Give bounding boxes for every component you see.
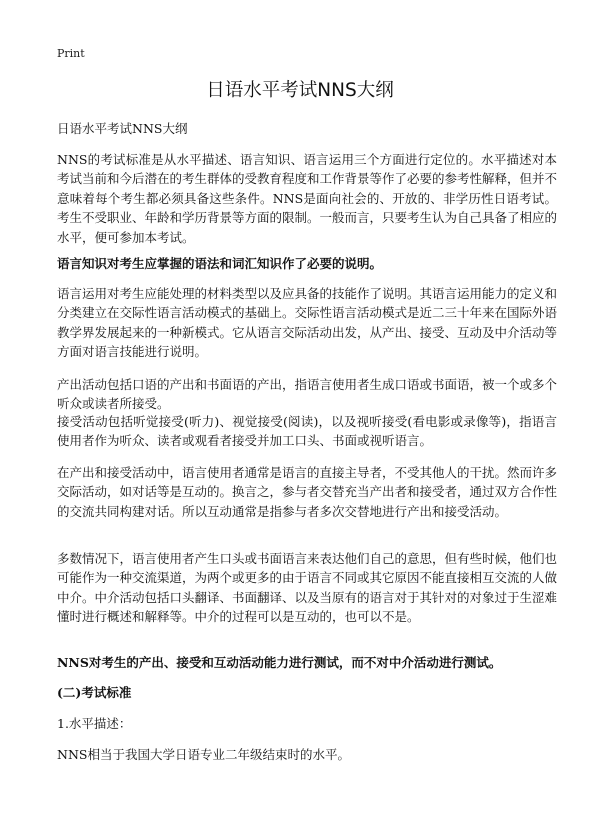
paragraph-intro: NNS的考试标准是从水平描述、语言知识、语言运用三个方面进行定位的。水平描述对本考试当前和今后潜在的考生群体的受教育程度和工作背景等作了必要的参考性解释，但并不意味着每个考生都必须具备这些条件。NNS是面向社会的、开放的、非学历性日语考试。考生不受职业、年龄和学历背景等方面的限制。一般而言，只要考生认为自己具备了相应的水平，便可参加本考试。 xyxy=(57,152,558,245)
paragraph-mediation: 多数情况下，语言使用者产生口头或书面语言来表达他们自己的意思，但有些时候，他们也可能作为一种交流渠道，为两个或更多的由于语言不同或其它原因不能直接相互交流的人做中介。中介活动包括口头翻译、书面翻译、以及当原有的语言对于其针对的对象过于生涩难懂时进行概述和解释等。中介的过程可以是互动的，也可以不是。 xyxy=(57,551,558,625)
subheading-level-description: 1.水平描述： xyxy=(57,716,132,731)
print-link[interactable]: Print xyxy=(57,47,85,60)
paragraph-production: 产出活动包括口语的产出和书面语的产出，指语言使用者生成口语或书面语，被一个或多个听众或读者所接受。 xyxy=(57,377,558,412)
paragraph-reception: 接受活动包括听觉接受(听力)、视觉接受(阅读)，以及视听接受(看电影或录像等)，指语言使用者作为听众、读者或观看者接受并加工口头、书面或视听语言。 xyxy=(57,414,557,449)
paragraph-level-equivalent: NNS相当于我国大学日语专业二年级结束时的水平。 xyxy=(57,747,350,762)
document-subtitle: 日语水平考试NNS大纲 xyxy=(57,121,188,136)
paragraph-language-knowledge: 语言知识对考生应掌握的语法和词汇知识作了必要的说明。 xyxy=(57,256,383,271)
paragraph-testing-scope: NNS对考生的产出、接受和互动活动能力进行测试，而不对中介活动进行测试。 xyxy=(57,655,502,670)
paragraph-language-use: 语言运用对考生应能处理的材料类型以及应具备的技能作了说明。其语言运用能力的定义和分类建立在交际性语言活动模式的基础上。交际性语言活动模式是近二三十年来在国际外语教学界发展起来的一种新模式。它从语言交际活动出发，从产出、接受、互动及中介活动等方面对语言技能进行说明。 xyxy=(57,286,558,360)
section-heading-exam-standard: (二)考试标准 xyxy=(57,685,132,700)
paragraph-interaction: 在产出和接受活动中，语言使用者通常是语言的直接主导者，不受其他人的干扰。然而许多交际活动，如对话等是互动的。换言之，参与者交替充当产出者和接受者，通过双方合作性的交流共同构建对话。所以互动通常是指参与者多次交替地进行产出和接受活动。 xyxy=(57,465,558,519)
page-title: 日语水平考试NNS大纲 xyxy=(206,80,394,101)
